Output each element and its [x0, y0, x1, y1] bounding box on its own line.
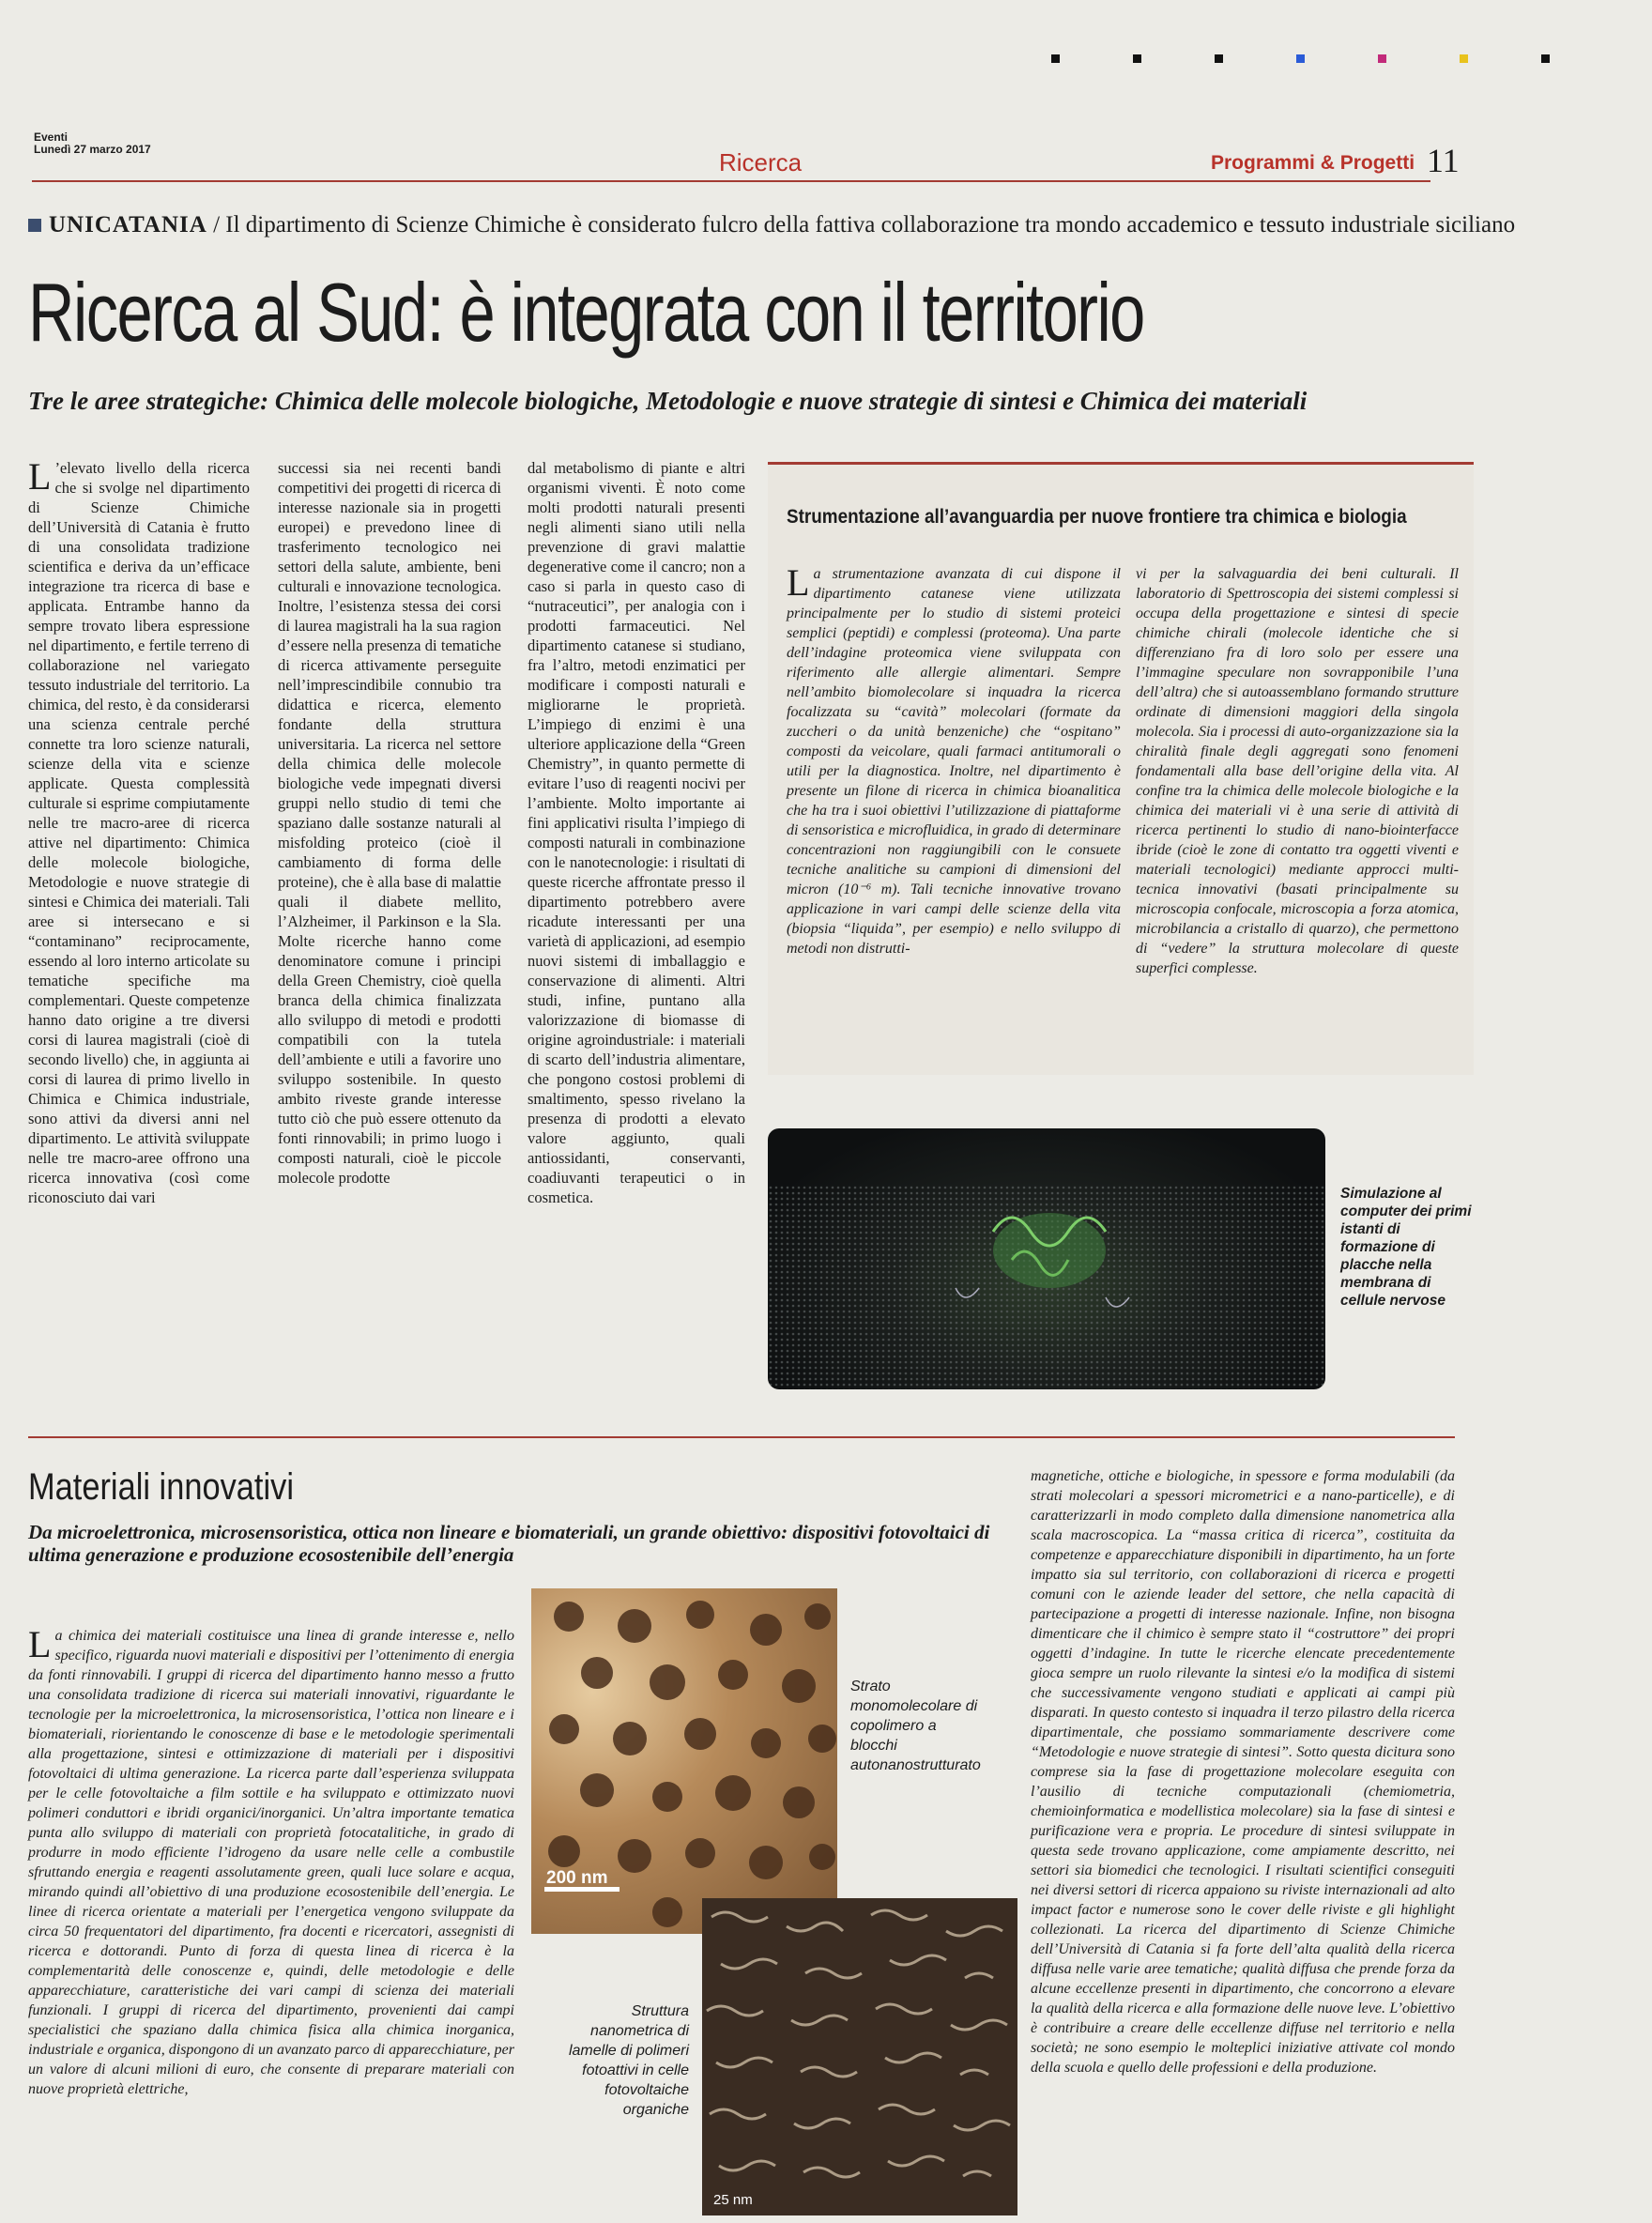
dropcap: L [28, 1623, 52, 1665]
scale-label: 25 nm [713, 2192, 753, 2208]
article-column-3 [528, 458, 745, 1207]
paper-name: Eventi [34, 130, 69, 144]
box-text: vi per la salvaguardia dei beni culturali. Il laboratorio di Spettroscopia dei sistemi complessi si occupa della progettazione e sintesi di specie chimiche chirali (molecole identiche che si differenziano fra di loro solo per essere una l’immagine speculare non sovrapponibile l’una dell’altra) che si autoassemblano formando strutture ordinate di dimensioni maggiori della singola molecola. Sia i processi di auto-organizzazione sia la chiralità finale degli aggregati sono fenomeni fondamentali alla base dell’origine della vita. Al confine tra la chimica delle molecole biologiche e la chimica dei materiali vi è una serie di attività di ricerca pertinenti lo studio di nano-biointerfacce ibride (cioè le zone di contatto tra oggetti viventi e materiali tecnologici) mediante approcci multi-tecnica innovativi (basati principalmente su microscopia confocale, microscopia a forza atomica, microbilancia a cristallo di quarzo), che permettono di “vedere” la struttura molecolare di queste superfici complesse. [1136, 566, 1459, 976]
dropcap: L [787, 561, 810, 604]
materials-text: magnetiche, ottiche e biologiche, in spessore e forma modulabili (da strati molecolari a spessori micrometrici e a nano-particelle), e di caratterizzarli in modo completo dalla dimensione nanometrica alla scala macroscopica. La “massa critica di ricerca”, costituita da competenze e apparecchiature disponibili in dipartimento, ha un forte impatto sia sul territorio, con collaborazioni di ricerca e progetti comuni con le aziende leader del settore, che nella capacità di partecipazione a progetti di interesse nazionale. Infine, non bisogna dimenticare che il chimico è sempre stato il “costruttore” dei propri oggetti d’indagine. In tutte le ricerche elencate precedentemente gioca sempre un ruolo rilevante la sintesi e/o la modifica di sistemi che successivamente vengono studiati e applicati ai campi più disparati. In questo contesto si inquadra il terzo pilastro della ricerca dipartimentale, che possiamo sommariamente descrivere come “Metodologie e nuove strategie di sintesi”. Sotto questa dicitura sono comprese sia la fase di progettazione molecolare eseguita con l’ausilio di tecniche computazionali (chemiometria, chemioinformatica e modellistica molecolare) sia la fase di sintesi e purificazione vera e propria. Le procedure di sintesi sviluppate in questa sede trovano applicazione, come ampiamente descritto, nei settori sia biomedici che tecnologici. I risultati scientifici conseguiti nei diversi settori di ricerca appaiono su riviste internazionali ad alto impact factor e numerose sono le cover delle riviste e gli highlight collezionati. La ricerca del dipartimento di Scienze Chimiche dell’Università di Catania si fa forte dell’alta qualità della ricerca diffusa nelle varie aree tematiche; qualità diffusa che prende forza da alcune eccellenze presenti in dipartimento, che concorrono a elevare la qualità della ricerca e alla formazione delle nuove leve. L’obiettivo è contribuire a creare delle eccellenze diffuse nel territorio e nella società; ne sono esempio le molteplici iniziative attivate col mondo della scuola e quello delle professioni e della produzione. [1031, 1468, 1455, 2076]
box-text: a strumentazione avanzata di cui dispone il dipartimento catanese viene utilizzata principalmente per lo studio di sistemi proteici semplici (peptidi) e complessi (proteoma). Una parte dell’indagine proteomica viene sviluppata con riferimento alle allergie alimentari. Sempre nell’ambito biomolecolare si inquadra la ricerca focalizzata su “cavità” molecolari (formate da zuccheri o da unità benzeniche) che “ospitano” composti da veicolare, quali farmaci antitumorali o utili per la diagnostica. Inoltre, nel dipartimento è presente un filone di ricerca in chimica bioanalitica che ha tra i suoi obiettivi l’utilizzazione di piattaforme di sensoristica e microfluidica, in grado di determinare concentrazioni non raggiungibili con le consuete tecniche analitiche su campioni di dimensioni del micron (10⁻⁶ m). Tali tecniche innovative trovano applicazione in vari campi delle scienze della vita (biopsia “liquida”, per esempio) e nello sviluppo di metodi non distrutti- [787, 566, 1121, 957]
issue-date: Lunedì 27 marzo 2017 [34, 143, 151, 156]
box-column-1 [787, 561, 1121, 958]
materials-column-1 [28, 1623, 514, 2099]
scale-label: 200 nm [546, 1868, 608, 1888]
kicker [28, 212, 1515, 238]
dropcap: L [28, 455, 52, 498]
header-divider [32, 180, 1430, 182]
materials-title: Materiali innovativi [28, 1466, 294, 1508]
article-column-2 [278, 458, 501, 1188]
kicker-text: / Il dipartimento di Scienze Chimiche è considerato fulcro della fattiva collaborazione tra mondo accademico e tessuto industriale siciliano [213, 212, 1516, 238]
materials-text: a chimica dei materiali costituisce una linea di grande interesse e, nello specifico, riguarda nuovi materiali e dispositivi per l’ottenimento di energia da fonti rinnovabili. I gruppi di ricerca del dipartimento hanno messo a frutto una consolidata tradizione di ricerca sui materiali innovativi, riguardante le tecnologie per la microelettronica, la microsensoristica, l’ottica non lineare e i biomateriali, riorientando le conoscenze di base e le metodologie sperimentali alla progettazione, sintesi e ottimizzazione di materiali per i dispositivi fotovoltaici di ultima generazione. La ricerca parte dall’esperienza sviluppata per le celle fotovoltaiche a film sottile e ha sviluppato e ottimizzato nuovi polimeri conduttori e ibridi organici/inorganici. Un’altra importante tematica punta allo sviluppo di materiali con proprietà fotocatalitiche, in grado di produrre in modo efficiente l’idrogeno da usare nelle celle a combustile sfruttando energia e reagenti assolutamente green, quali luce solare e acqua, mirando quindi all’obiettivo di una produzione ecosostenibile dell’energia. Le linee di ricerca orientate a materiali per l’energetica vengono sviluppate da circa 50 frequentatori del dipartimento, fra docenti e ricercatori, assegnisti di ricerca e dottorandi. Punto di forza di questa linea di ricerca è la complementarità delle conoscenze e, quindi, delle metodologie e delle apparecchiature, caratteristiche dei vari campi di scienza dei materiali funzionali. I gruppi di ricerca del dipartimento, provenienti dai campi specialistici che spaziano dalla chimica fisica alla chimica inorganica, industriale e organica, dispongono di un avanzato parco di apparecchiature, per un valore di alcuni milioni di euro, che consente di preparare materiali con nuove proprietà elettriche, [28, 1628, 514, 2097]
figure-caption: Simulazione al computer dei primi istanti di formazione di placche nella membrana di cellule nervose [1340, 1186, 1472, 1309]
afm-image-copolymer [531, 1588, 837, 1934]
registration-marks [1051, 54, 1550, 63]
section-label: Ricerca [719, 148, 803, 176]
sidebar-box [768, 462, 1474, 1075]
kicker-square-icon [28, 219, 41, 232]
folio [34, 131, 151, 156]
headline: Ricerca al Sud: è integrata con il territorio [28, 266, 1144, 359]
materials-subheadline: Da microelettronica, microsensoristica, ottica non lineare e biomateriali, un grande obiettivo: dispositivi fotovoltaici di ultima generazione e produzione ecosostenibile dell’energia [28, 1521, 990, 1566]
subheadline: Tre le aree strategiche: Chimica delle molecole biologiche, Metodologie e nuove strategie di sintesi e Chimica dei materiali [28, 387, 1308, 415]
article-column-1 [28, 455, 250, 1207]
box-column-2 [1136, 564, 1459, 978]
materials-column-2 [1031, 1466, 1455, 2077]
kicker-org: UNICATANIA [49, 212, 207, 238]
rubric-label: Programmi & Progetti [1211, 152, 1415, 174]
figure-caption: Strato monomolecolare di copolimero a blocchi autonanostrutturato [850, 1679, 981, 1773]
simulation-image [768, 1128, 1325, 1389]
page-number: 11 [1427, 142, 1460, 179]
afm-image-lamellae [702, 1898, 1017, 2215]
article-text: dal metabolismo di piante e altri organismi viventi. È noto come molti prodotti naturali presenti negli alimenti siano utili nella prevenzione di gravi malattie degenerative come il cancro; non a caso si parla in questo caso di “nutraceutici”, per analogia con i prodotti farmaceutici. Nel dipartimento catanese si studiano, fra l’altro, metodi enzimatici per modificare i composti naturali e migliorarne le proprietà. L’impiego di enzimi è una ulteriore applicazione della “Green Chemistry”, in quanto permette di evitare l’uso di reagenti nocivi per l’ambiente. Molto importante ai fini applicativi risulta l’impiego di composti naturali in combinazione con le nanotecnologie: i risultati di queste ricerche affrontate presso il dipartimento potrebbero avere ricadute interessanti per una varietà di applicazioni, ad esempio nuovi sistemi di imballaggio e conservazione di alimenti. Altri studi, infine, puntano alla valorizzazione di biomasse di origine agroindustriale: i materiali di scarto dell’industria alimentare, che pongono costosi problemi di smaltimento, spesso rivelano la presenza di prodotti a elevato valore aggiunto, quali antiossidanti, conservanti, coadiuvanti terapeutici o in cosmetica. [528, 459, 745, 1206]
article-text: ’elevato livello della ricerca che si svolge nel dipartimento di Scienze Chimiche dell’Università di Catania è frutto di una consolidata tradizione scientifica e deriva da un’efficace integrazione tra ricerca di base e applicata. Entrambe hanno da sempre trovato libera espressione nel dipartimento, e fertile terreno di collaborazione nel variegato tessuto industriale del territorio. La chimica, del resto, è da considerarsi una scienza centrale perché connette tra loro scienze naturali, scienze della vita e scienze applicate. Questa complessità culturale si esprime compiutamente nelle tre macro-aree di ricerca attive nel dipartimento: Chimica delle molecole biologiche, Metodologie e nuove strategie di sintesi e Chimica dei materiali. Tali aree si intersecano e si “contaminano” reciprocamente, essendo al loro interno articolate su tematiche specifiche ma complementari. Queste competenze hanno dato origine a tre diversi corsi di laurea magistrali (cioè di secondo livello) che, in aggiunta ai corsi di laurea di primo livello in Chimica e Chimica industriale, sono attivi da diversi anni nel dipartimento. Le attività sviluppate nelle tre macro-aree offrono una ricerca innovativa (così come riconosciuto dai vari [28, 459, 250, 1206]
figure-caption: Struttura nanometrica di lamelle di polimeri fotoattivi in celle fotovoltaiche organiche [568, 2003, 689, 2118]
box-title: Strumentazione all’avanguardia per nuove frontiere tra chimica e biologia [787, 506, 1407, 528]
section-divider [28, 1436, 1455, 1438]
article-text: successi sia nei recenti bandi competitivi dei progetti di ricerca di interesse nazionale sia in progetti europei) e prevedono linee di trasferimento tecnologico nei settori della salute, ambiente, beni culturali e innovazione tecnologica. Inoltre, l’esistenza stessa dei corsi di laurea magistrali ha la sua ragion d’essere nella presenza di tematiche di ricerca attivamente perseguite nell’imprescindibile connubio tra didattica e ricerca, elemento fondante della struttura universitaria. La ricerca nel settore della chimica delle molecole biologiche vede impegnati diversi gruppi nello studio di temi che spaziano dalle sostanze naturali al misfolding proteico (cioè il cambiamento di forma delle proteine), che è alla base di malattie quali il diabete mellito, l’Alzheimer, il Parkinson e la Sla. Molte ricerche hanno come denominatore comune i principi della Green Chemistry, cioè quella branca della chimica finalizzata allo sviluppo di metodi e prodotti compatibili con la tutela dell’ambiente e utili a favorire uno sviluppo sostenibile. In questo ambito riveste grande interesse tutto ciò che può essere ottenuto da fonti rinnovabili; in primo luogo i composti naturali, cioè le piccole molecole prodotte [278, 459, 501, 1187]
